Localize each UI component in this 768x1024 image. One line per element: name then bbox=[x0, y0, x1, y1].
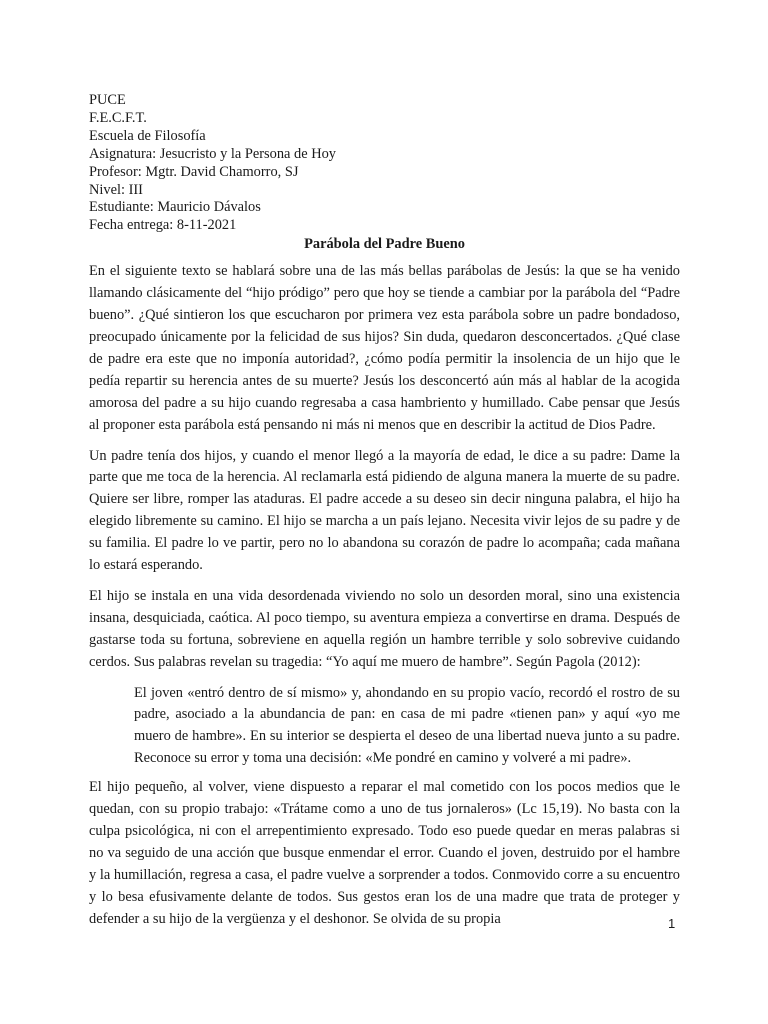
paragraph-story: Un padre tenía dos hijos, y cuando el menor llegó a la mayoría de edad, le dice a su padre: Dame la parte que me toca de la herencia. Al reclamarla está pidiendo de alguna manera la muerte de su padre. Quiere ser libre, romper las ataduras. El padre accede a su deseo sin decir ninguna palabra, el hijo ha elegido libremente su camino. El hijo se marcha a un país lejano. Necesita vivir lejos de su padre y de su familia. El padre lo ve partir, pero no lo abandona su corazón de padre lo acompaña; cada mañana lo estará esperando. bbox=[89, 447, 680, 574]
header-institution: PUCE bbox=[89, 92, 126, 108]
header-due-date: Fecha entrega: 8-11-2021 bbox=[89, 217, 237, 234]
paragraph-disorder: El hijo se instala en una vida desordenada viviendo no solo un desorden moral, sino una existencia insana, desquiciada, caótica. Al poco tiempo, su aventura empieza a convertirse en drama. Después de gastarse toda su fortuna, sobreviene en aquella región un hambre terrible y solo sobrevive cuidando cerdos. Sus palabras revelan su tragedia: “Yo aquí me muero de hambre”. Según Pagola (2012): bbox=[89, 587, 680, 670]
document-page bbox=[89, 92, 680, 940]
header-student: Estudiante: Mauricio Dávalos bbox=[89, 199, 261, 216]
paragraph-intro: En el siguiente texto se hablará sobre una de las más bellas parábolas de Jesús: la que se ha venido llamando clásicamente del “hijo pródigo” pero que hoy se tiende a cambiar por la parábola del “Padre bueno”. ¿Qué sintieron los que escucharon por primera vez esta parábola sobre un padre bondadoso, preocupado únicamente por la felicidad de sus hijos? Sin duda, quedaron desconcertados. ¿Qué clase de padre era este que no imponía autoridad?, ¿cómo podía permitir la insolencia de un hijo que le pedía repartir su herencia antes de su muerte? Jesús los desconcertó aún más al hablar de la acogida amorosa del padre a su hijo cuando regresaba a casa hambriento y humillado. Cabe pensar que Jesús al proponer esta parábola está pensando ni más ni menos que en describir la actitud de Dios Padre. bbox=[89, 263, 680, 433]
header-professor: Profesor: Mgtr. David Chamorro, SJ bbox=[89, 163, 299, 180]
page-number: 1 bbox=[668, 916, 676, 931]
block-quote: El joven «entró dentro de sí mismo» y, ahondando en su propio vacío, recordó el rostro de su padre, asociado a la abundancia de pan: en casa de mi padre «tienen pan» y aquí «yo me muero de hambre». En su interior se despierta el deseo de una libertad nueva junto a su padre. Reconoce su error y toma una decisión: «Me pondré en camino y volveré a mi padre». bbox=[134, 684, 680, 767]
document-title: Parábola del Padre Bueno bbox=[304, 236, 465, 253]
document-header bbox=[89, 92, 680, 235]
header-level: Nivel: III bbox=[89, 181, 143, 198]
paragraph-return: El hijo pequeño, al volver, viene dispuesto a reparar el mal cometido con los pocos medios que le quedan, con su propio trabajo: «Trátame como a uno de tus jornaleros» (Lc 15,19). No basta con la culpa psicológica, ni con el arrepentimiento expresado. Todo eso puede quedar en meras palabras si no va seguido de una acción que busque enmendar el error. Cuando el joven, destruido por el hambre y la humillación, regresa a casa, el padre vuelve a sorprender a todos. Conmovido corre a su encuentro y lo besa efusivamente delante de todos. Sus gestos eran los de una madre que trata de proteger y defender a su hijo de la vergüenza y el deshonor. Se olvida de su propia bbox=[89, 779, 680, 927]
header-school: Escuela de Filosofía bbox=[89, 127, 206, 144]
header-course: Asignatura: Jesucristo y la Persona de Hoy bbox=[89, 145, 336, 162]
header-faculty: F.E.C.F.T. bbox=[89, 109, 147, 126]
